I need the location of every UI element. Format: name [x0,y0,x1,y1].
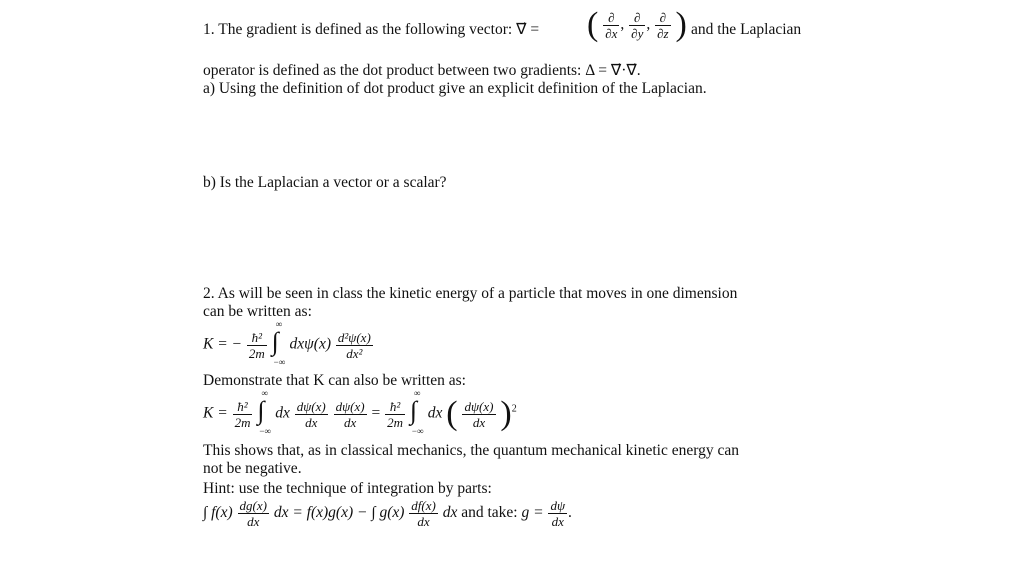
kinetic-energy-equation-2: K = $\frac{\text{ħ²}}{2m}$ ∞ ∫ −∞ dx $\frac{d\psi(x)}{dx}$ $\frac{d\psi(x)}{dx}$ = $\frac{\text{ħ²}}{2m}$ ∞ ∫ −∞ dx ( $\frac{d\psi(x)}{dx}$ )$^2$ [203,388,517,436]
q1-line-2: operator is defined as the dot product between two gradients: Δ = ∇⃗·∇⃗. [203,62,641,79]
laplacian-definition: Δ = ∇⃗·∇⃗. [585,62,641,79]
q1-line-1 [203,21,539,39]
integration-by-parts-equation: ∫ f(x) $\frac{dg(x)}{dx}$ dx = f(x)g(x) − ∫ g(x) $\frac{df(x)}{dx}$ dx and take: g = $\frac{d\psi}{dx}$ . [203,498,572,529]
hbar-over-2m: $\frac{\text{ħ²}}{2m}$ [248,329,265,361]
integral-sign: ∞ ∫ −∞ [271,319,286,367]
q1-intro-text: 1. The gradient is defined as the following vector: [203,21,517,38]
gradient-symbol: ∇⃗ = [516,21,540,38]
q2-conclusion-1: This shows that, as in classical mechanics, the quantum mechanical kinetic energy can [203,442,740,459]
kinetic-energy-equation-1: K = − $\frac{\text{ħ²}}{2m}$ ∞ ∫ −∞ dxψ(x) $\frac{\text{d²ψ(x)}}{\text{dx²}}$ [203,319,371,367]
q2-demonstrate: Demonstrate that K can also be written as: [203,372,466,389]
second-derivative-fraction: $\frac{\text{d²ψ(x)}}{\text{dx²}}$ [337,329,371,361]
q2-line-1: 2. As will be seen in class the kinetic energy of a particle that moves in one dimension [203,285,738,302]
q2-hint: Hint: use the technique of integration by parts: [203,480,492,497]
partial-y-fraction: $\frac{\partial}{\partial y}$ [631,9,644,41]
gradient-vector: ( $\frac{\partial}{\partial x}$ , $\frac{\partial}{\partial y}$ , $\frac{\partial}{\partial z}$ ) [587,6,687,43]
q1-part-a: a) Using the definition of dot product give an explicit definition of the Laplacian. [203,80,707,97]
q2-line-2: can be written as: [203,303,312,320]
q1-part-b: b) Is the Laplacian a vector or a scalar? [203,174,447,191]
partial-x-fraction: $\frac{\partial}{\partial x}$ [605,9,618,41]
partial-z-fraction: $\frac{\partial}{\partial z}$ [657,9,669,41]
q2-conclusion-2: not be negative. [203,460,302,477]
q1-line-1-tail: and the Laplacian [691,21,802,38]
